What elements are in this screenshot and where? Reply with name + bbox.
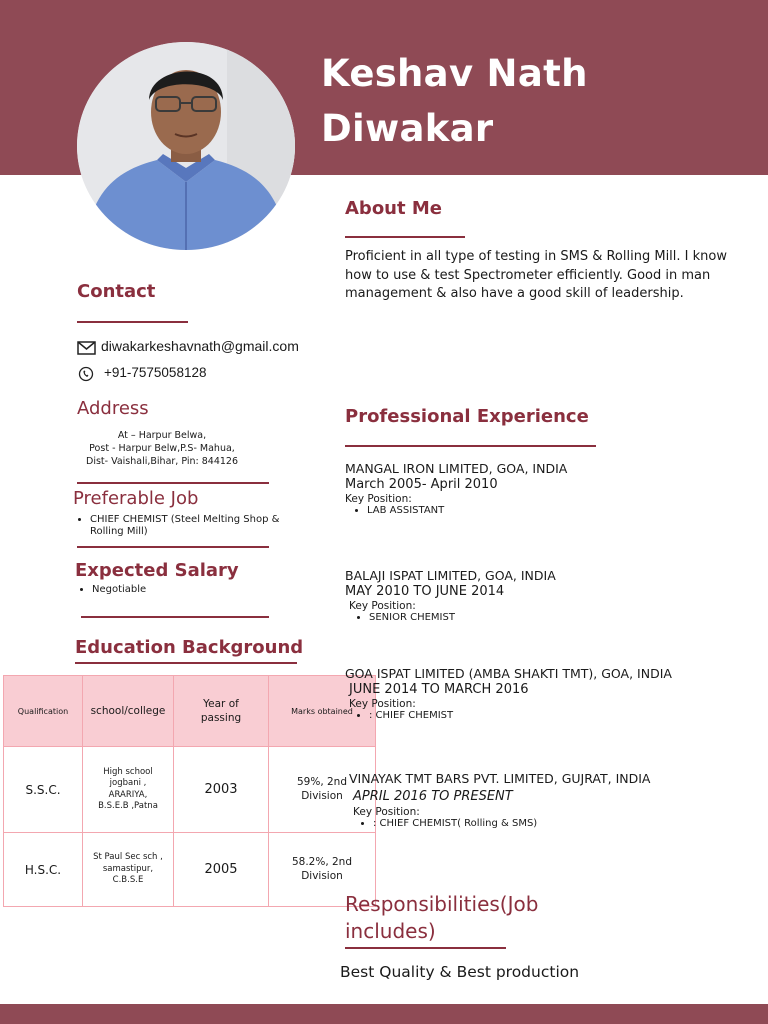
profile-photo <box>77 42 295 250</box>
responsibilities-heading-line-1: Responsibilities(Job <box>345 892 539 916</box>
address-line-1: At – Harpur Belwa, <box>117 430 207 441</box>
address-rule <box>77 482 269 484</box>
job-entry <box>345 666 755 722</box>
about-rule <box>345 236 465 238</box>
job-company: BALAJI ISPAT LIMITED, GOA, INDIA <box>345 568 556 583</box>
preferable-job-item: • CHIEF CHEMIST (Steel Melting Shop & Rolling Mill) <box>90 514 295 538</box>
job-company: GOA ISPAT LIMITED (AMBA SHAKTI TMT), GOA, INDIA <box>345 666 672 681</box>
person-illustration <box>77 42 295 250</box>
column-header-school: school/college <box>83 676 174 747</box>
candidate-name <box>321 46 588 156</box>
job-company: MANGAL IRON LIMITED, GOA, INDIA <box>345 461 568 476</box>
job-dates: March 2005- April 2010 <box>345 477 498 492</box>
preferable-job-list <box>74 514 295 538</box>
job-position: • SENIOR CHEMIST <box>369 612 745 624</box>
job-dates: APRIL 2016 TO PRESENT <box>353 789 513 804</box>
job-dates: JUNE 2014 TO MARCH 2016 <box>349 682 529 697</box>
column-header-qualification: Qualification <box>4 676 83 747</box>
expected-salary-heading: Expected Salary <box>75 560 239 581</box>
envelope-icon <box>77 340 97 356</box>
job-position-list <box>349 818 749 830</box>
contact-rule <box>77 321 188 323</box>
key-position-label: Key Position: <box>349 698 416 710</box>
cell-year: 2005 <box>174 833 269 907</box>
cell-qualification: S.S.C. <box>4 747 83 833</box>
expected-salary-list <box>76 584 146 596</box>
cell-school: High school jogbani , ARARIYA, B.S.E.B ,Patna <box>83 747 174 833</box>
cell-year: 2003 <box>174 747 269 833</box>
responsibilities-heading <box>345 891 538 945</box>
education-table-header <box>4 676 376 747</box>
education-table <box>3 675 376 907</box>
name-line-2: Diwakar <box>321 107 494 150</box>
key-position-label: Key Position: <box>349 600 416 612</box>
preferable-job-rule <box>77 546 269 548</box>
job-entry <box>345 461 745 517</box>
address-line-3: Dist- Vaishali,Bihar, Pin: 844126 <box>86 456 238 467</box>
cell-qualification: H.S.C. <box>4 833 83 907</box>
cell-marks: 59%, 2nd Division <box>269 747 376 833</box>
cell-marks: 58.2%, 2nd Division <box>269 833 376 907</box>
preferable-job-heading: Preferable Job <box>73 488 199 509</box>
phone-icon <box>78 366 94 382</box>
table-row <box>4 747 376 833</box>
address-heading: Address <box>77 398 149 419</box>
education-heading: Education Background <box>75 637 304 658</box>
job-dates: MAY 2010 TO JUNE 2014 <box>345 584 505 599</box>
experience-heading: Professional Experience <box>345 406 589 427</box>
job-entry <box>349 771 749 830</box>
expected-salary-item: • Negotiable <box>92 584 146 596</box>
expected-salary-rule <box>81 616 269 618</box>
table-row <box>4 833 376 907</box>
name-line-1: Keshav Nath <box>321 52 588 95</box>
footer-band <box>0 1004 768 1024</box>
job-entry <box>345 568 745 624</box>
job-position-list <box>345 710 755 722</box>
about-heading: About Me <box>345 198 442 219</box>
about-text: Proficient in all type of testing in SMS & Rolling Mill. I know how to use & test Spectrometer efficiently. Good in man management & also have a good skill of leadership. <box>345 249 727 301</box>
responsibilities-heading-line-2: includes) <box>345 919 436 943</box>
contact-heading: Contact <box>77 281 156 302</box>
job-position: • : CHIEF CHEMIST( Rolling & SMS) <box>373 818 749 830</box>
job-company: VINAYAK TMT BARS PVT. LIMITED, GUJRAT, INDIA <box>349 771 651 786</box>
education-rule <box>75 662 297 664</box>
address-block <box>84 429 240 468</box>
key-position-label: Key Position: <box>353 806 420 818</box>
cell-school: St Paul Sec sch , samastipur, C.B.S.E <box>83 833 174 907</box>
job-position: • LAB ASSISTANT <box>367 505 745 517</box>
key-position-label: Key Position: <box>345 493 412 505</box>
job-position: • : CHIEF CHEMIST <box>369 710 755 722</box>
email-text[interactable]: diwakarkeshavnath@gmail.com <box>101 338 299 354</box>
job-position-list <box>345 612 745 624</box>
experience-rule <box>345 445 596 447</box>
column-header-marks: Marks obtained <box>269 676 376 747</box>
phone-text[interactable]: +91-7575058128 <box>104 365 207 380</box>
job-position-list <box>345 505 745 517</box>
address-line-2: Post - Harpur Belw,P.S- Mahua, <box>89 443 235 454</box>
column-header-year: Year of passing <box>174 676 269 747</box>
responsibilities-rule <box>345 947 506 949</box>
responsibilities-text: Best Quality & Best production <box>340 963 580 981</box>
